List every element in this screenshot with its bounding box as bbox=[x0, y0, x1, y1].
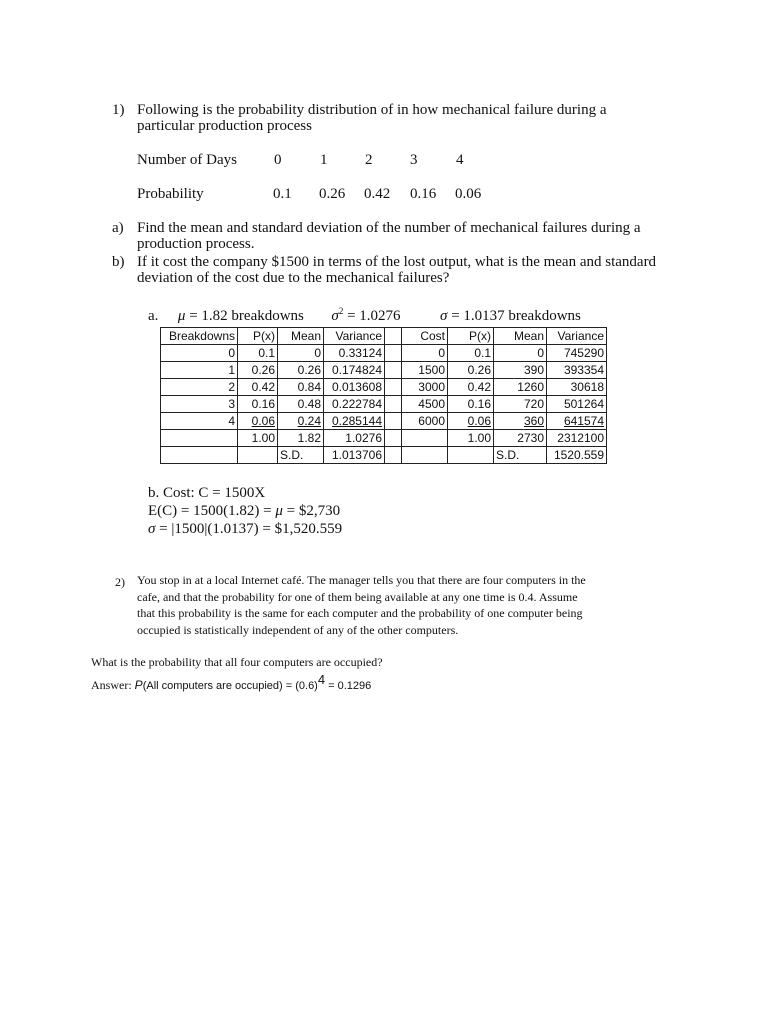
table-cell: 1.00 bbox=[238, 430, 278, 447]
table-row bbox=[161, 345, 607, 362]
answer-b-line1: b. Cost: C = 1500X bbox=[148, 485, 266, 501]
table-header-row bbox=[161, 328, 607, 345]
answer-a-line bbox=[148, 306, 581, 325]
q2-number: 2) bbox=[115, 575, 125, 589]
table-cell: 0.33124 bbox=[324, 345, 385, 362]
table-cell: 0.84 bbox=[278, 379, 324, 396]
table-cell: 0.26 bbox=[238, 362, 278, 379]
mu-symbol: μ bbox=[177, 308, 186, 324]
table-cell: 0.1 bbox=[448, 345, 494, 362]
answer-b bbox=[148, 484, 342, 538]
table-cell: 1260 bbox=[494, 379, 547, 396]
table-cell: 0.24 bbox=[278, 413, 324, 430]
table-cell: 390 bbox=[494, 362, 547, 379]
table-cell: 0.222784 bbox=[324, 396, 385, 413]
table-cell: 1.82 bbox=[278, 430, 324, 447]
table-cell: S.D. bbox=[494, 447, 547, 464]
prob-row bbox=[137, 186, 537, 204]
table-header bbox=[385, 328, 402, 345]
day-value: 4 bbox=[456, 152, 464, 168]
table-cell: 641574 bbox=[547, 413, 607, 430]
table-cell bbox=[402, 447, 448, 464]
table-cell bbox=[161, 447, 238, 464]
q2-line: cafe, and that the probability for one of them being available at any one time is 0.4. Assume bbox=[137, 589, 578, 604]
days-row bbox=[137, 152, 537, 170]
q2-line: You stop in at a local Internet café. The manager tells you that there are four computers in the bbox=[137, 573, 586, 587]
table-cell: 4 bbox=[161, 413, 238, 430]
answer-exponent: 4 bbox=[317, 672, 326, 687]
table-cell: 0.16 bbox=[238, 396, 278, 413]
table-cell bbox=[385, 362, 402, 379]
table-row bbox=[161, 396, 607, 413]
table-cell: 0.06 bbox=[448, 413, 494, 430]
table-cell bbox=[385, 396, 402, 413]
table-cell: 0 bbox=[278, 345, 324, 362]
q1a-text bbox=[137, 220, 682, 252]
table-cell: 0 bbox=[161, 345, 238, 362]
q2-line: that this probability is the same for each computer and the probability of one computer being bbox=[137, 606, 583, 620]
table-cell bbox=[385, 413, 402, 430]
q1b-label: b) bbox=[112, 254, 125, 270]
table-cell: 0.42 bbox=[238, 379, 278, 396]
table-cell: 0.26 bbox=[448, 362, 494, 379]
table-cell: 745290 bbox=[547, 345, 607, 362]
sigma-symbol: σ bbox=[440, 308, 448, 324]
table-header: Breakdowns bbox=[161, 328, 238, 345]
table-cell: 1500 bbox=[402, 362, 448, 379]
table-cell bbox=[238, 447, 278, 464]
q1a-line1: Find the mean and standard deviation of the number of mechanical failures during a bbox=[137, 220, 641, 236]
table-cell: 0 bbox=[402, 345, 448, 362]
q2-question: What is the probability that all four computers are occupied? bbox=[91, 655, 383, 669]
q1b-text bbox=[137, 254, 682, 286]
table-cell bbox=[385, 447, 402, 464]
table-cell: 1.013706 bbox=[324, 447, 385, 464]
q1-line2: particular production process bbox=[137, 118, 312, 134]
mu-symbol: μ bbox=[275, 503, 283, 519]
table-cell bbox=[448, 447, 494, 464]
q1-number: 1) bbox=[112, 102, 125, 118]
sigma-squared-exponent: 2 bbox=[338, 306, 344, 316]
table-cell: 0 bbox=[494, 345, 547, 362]
table-cell: 1 bbox=[161, 362, 238, 379]
table-cell: 0.42 bbox=[448, 379, 494, 396]
day-value: 0 bbox=[274, 152, 282, 168]
table-cell: 3 bbox=[161, 396, 238, 413]
q1b-line2: deviation of the cost due to the mechanical failures? bbox=[137, 270, 450, 286]
day-value: 3 bbox=[410, 152, 418, 168]
table-cell bbox=[385, 345, 402, 362]
answer-b-line2: E(C) = 1500(1.82) = μ = $2,730 bbox=[148, 503, 341, 519]
answer-result: = 0.1296 bbox=[325, 680, 372, 692]
prob-value: 0.42 bbox=[364, 186, 391, 202]
table-cell: 0.285144 bbox=[324, 413, 385, 430]
variance-result: = 1.0276 bbox=[343, 308, 401, 324]
table-cell: S.D. bbox=[278, 447, 324, 464]
table-cell: 0.06 bbox=[238, 413, 278, 430]
table-cell: 0.1 bbox=[238, 345, 278, 362]
q2-text bbox=[137, 572, 677, 638]
answer-prefix: Answer: bbox=[91, 678, 135, 692]
table-cell: 1520.559 bbox=[547, 447, 607, 464]
table-cell bbox=[161, 430, 238, 447]
table-totals-row bbox=[161, 430, 607, 447]
day-value: 2 bbox=[365, 152, 373, 168]
table-sd-row bbox=[161, 447, 607, 464]
table-cell: 2 bbox=[161, 379, 238, 396]
q2-answer bbox=[91, 672, 371, 695]
q1b-line1: If it cost the company $1500 in terms of the lost output, what is the mean and standard bbox=[137, 254, 657, 270]
q2-line: occupied is statistically independent of any of the other computers. bbox=[137, 622, 459, 637]
table-header: Mean bbox=[494, 328, 547, 345]
table-cell: 0.013608 bbox=[324, 379, 385, 396]
answer-b-line3: σ = |1500|(1.0137) = $1,520.559 bbox=[148, 521, 343, 537]
table-header: P(x) bbox=[448, 328, 494, 345]
sigma-symbol: σ bbox=[148, 521, 156, 537]
table-cell: 1.0276 bbox=[324, 430, 385, 447]
sigma-squared-symbol: σ bbox=[331, 308, 339, 324]
table-cell: 501264 bbox=[547, 396, 607, 413]
answer-middle: (All computers are occupied) = (0.6) bbox=[142, 680, 318, 692]
table-header: P(x) bbox=[238, 328, 278, 345]
table-row bbox=[161, 362, 607, 379]
table-header: Mean bbox=[278, 328, 324, 345]
q1a-label: a) bbox=[112, 220, 124, 236]
table-cell: 6000 bbox=[402, 413, 448, 430]
calculation-table bbox=[160, 327, 607, 464]
prob-label: Probability bbox=[137, 186, 204, 202]
table-cell: 0.26 bbox=[278, 362, 324, 379]
table-cell: 4500 bbox=[402, 396, 448, 413]
table-row bbox=[161, 379, 607, 396]
table-cell: 1.00 bbox=[448, 430, 494, 447]
q1-line1: Following is the probability distribution of in how mechanical failure during a bbox=[137, 102, 607, 118]
table-cell: 2730 bbox=[494, 430, 547, 447]
days-label: Number of Days bbox=[137, 152, 237, 168]
table-cell: 3000 bbox=[402, 379, 448, 396]
table-cell: 0.48 bbox=[278, 396, 324, 413]
answer-p-symbol: P bbox=[134, 678, 143, 692]
table-row bbox=[161, 413, 607, 430]
table-cell: 720 bbox=[494, 396, 547, 413]
prob-value: 0.1 bbox=[273, 186, 292, 202]
table-cell bbox=[385, 379, 402, 396]
prob-value: 0.16 bbox=[410, 186, 437, 202]
prob-value: 0.06 bbox=[455, 186, 482, 202]
sd-result: = 1.0137 breakdowns bbox=[447, 308, 581, 324]
table-cell: 360 bbox=[494, 413, 547, 430]
q1-text bbox=[137, 102, 682, 134]
table-cell bbox=[385, 430, 402, 447]
prob-value: 0.26 bbox=[319, 186, 346, 202]
table-cell: 0.16 bbox=[448, 396, 494, 413]
table-cell: 30618 bbox=[547, 379, 607, 396]
q1a-line2: production process. bbox=[137, 236, 255, 252]
mean-result: = 1.82 breakdowns bbox=[185, 308, 304, 324]
table-header: Variance bbox=[324, 328, 385, 345]
table-cell: 393354 bbox=[547, 362, 607, 379]
table-cell bbox=[402, 430, 448, 447]
table-cell: 0.174824 bbox=[324, 362, 385, 379]
table-cell: 2312100 bbox=[547, 430, 607, 447]
answer-a-prefix: a. bbox=[148, 308, 159, 324]
table-header: Variance bbox=[547, 328, 607, 345]
table-header: Cost bbox=[402, 328, 448, 345]
day-value: 1 bbox=[320, 152, 328, 168]
